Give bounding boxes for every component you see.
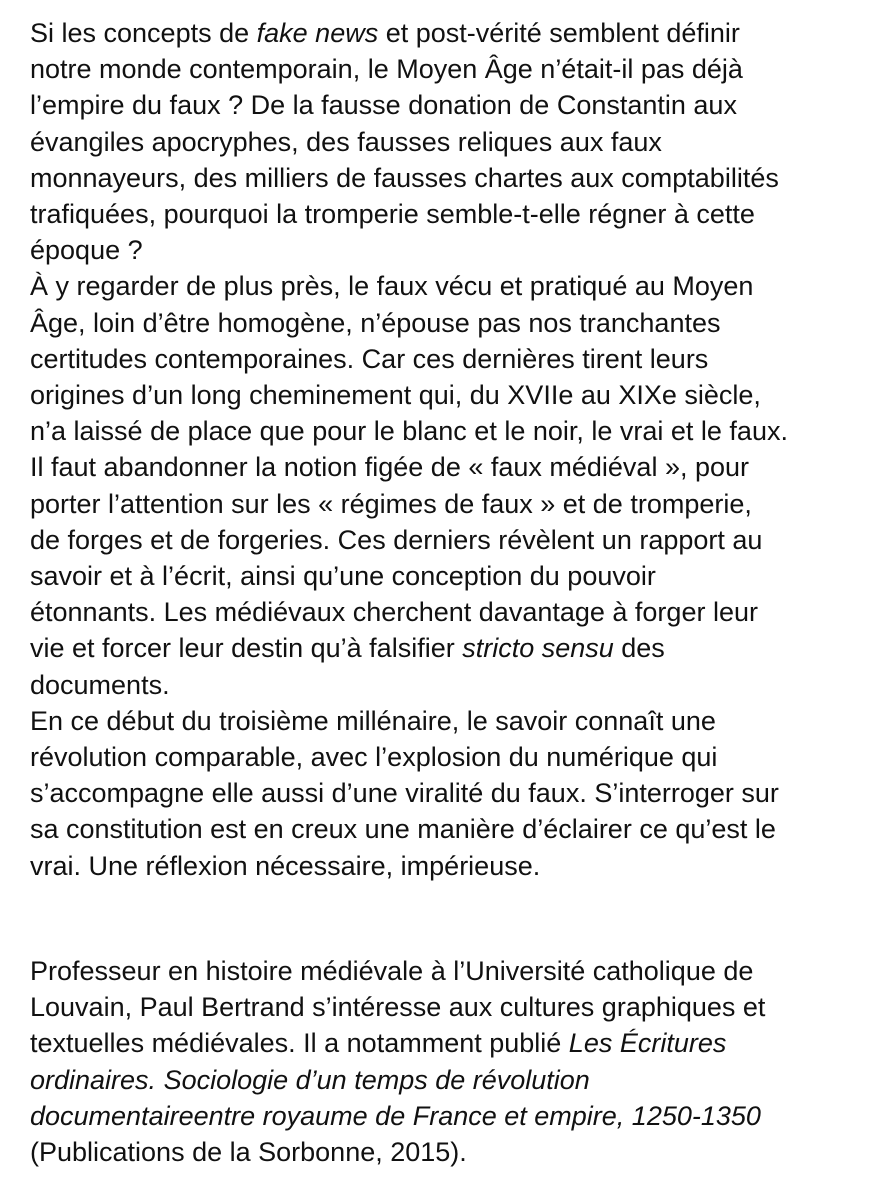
text-line: vrai. Une réflexion nécessaire, impérieuse.: [30, 850, 541, 881]
italic-term: stricto sensu: [462, 633, 614, 664]
text-line: s’accompagne elle aussi d’une viralité du faux. S’interroger sur: [30, 778, 779, 809]
text-line: origines d’un long cheminement qui, du XVIIe au XIXe siècle,: [30, 380, 761, 411]
text-line: monnayeurs, des milliers de fausses chartes aux comptabilités: [30, 162, 779, 193]
text-line: [30, 1098, 860, 1134]
text-line: En ce début du troisième millénaire, le savoir connaît une: [30, 705, 716, 736]
book-title: documentaireentre royaume de France et empire, 1250-1350: [30, 1100, 761, 1131]
text-line: textuelles médiévales. Il a notamment publié Les Écritures: [30, 1028, 727, 1059]
text-line: Si les concepts de fake news et post-vérité semblent définir: [30, 18, 740, 48]
text-line: (Publications de la Sorbonne, 2015).: [30, 1137, 467, 1168]
text-line: sa constitution est en creux une manière d’éclairer ce qu’est le: [30, 814, 776, 845]
text-line: révolution comparable, avec l’explosion du numérique qui: [30, 742, 718, 773]
text-line: porter l’attention sur les « régimes de faux » et de tromperie,: [30, 488, 752, 519]
text-line: Professeur en histoire médiévale à l’Université catholique de: [30, 956, 754, 986]
text-line: vie et forcer leur destin qu’à falsifier stricto sensu des: [30, 633, 665, 664]
text-line: Il faut abandonner la notion figée de « faux médiéval », pour: [30, 452, 750, 483]
book-description: [30, 15, 860, 884]
text-line: n’a laissé de place que pour le blanc et le noir, le vrai et le faux.: [30, 416, 788, 447]
text-line: certitudes contemporaines. Car ces dernières tirent leurs: [30, 343, 709, 374]
text-line: savoir et à l’écrit, ainsi qu’une conception du pouvoir: [30, 561, 656, 592]
text-line: étonnants. Les médiévaux cherchent davantage à forger leur: [30, 597, 758, 628]
book-title: Les Écritures: [568, 1028, 727, 1059]
author-bio: [30, 953, 860, 1170]
text-line: Âge, loin d’être homogène, n’épouse pas nos tranchantes: [30, 307, 721, 338]
text-line: évangiles apocryphes, des fausses reliques aux faux: [30, 126, 662, 157]
text-line: [30, 1062, 860, 1098]
text-line: l’empire du faux ? De la fausse donation de Constantin aux: [30, 90, 737, 121]
text-line: époque ?: [30, 235, 143, 266]
italic-term: fake news: [256, 18, 379, 48]
text-line: de forges et de forgeries. Ces derniers révèlent un rapport au: [30, 524, 763, 555]
text-line: notre monde contemporain, le Moyen Âge n’était-il pas déjà: [30, 54, 743, 85]
text-line: documents.: [30, 669, 170, 700]
text-line: Louvain, Paul Bertrand s’intéresse aux cultures graphiques et: [30, 992, 766, 1023]
text-line: À y regarder de plus près, le faux vécu et pratiqué au Moyen: [30, 271, 754, 302]
text-line: trafiquées, pourquoi la tromperie semble-t-elle régner à cette: [30, 199, 755, 230]
book-title: ordinaires. Sociologie d’un temps de révolution: [30, 1064, 590, 1095]
